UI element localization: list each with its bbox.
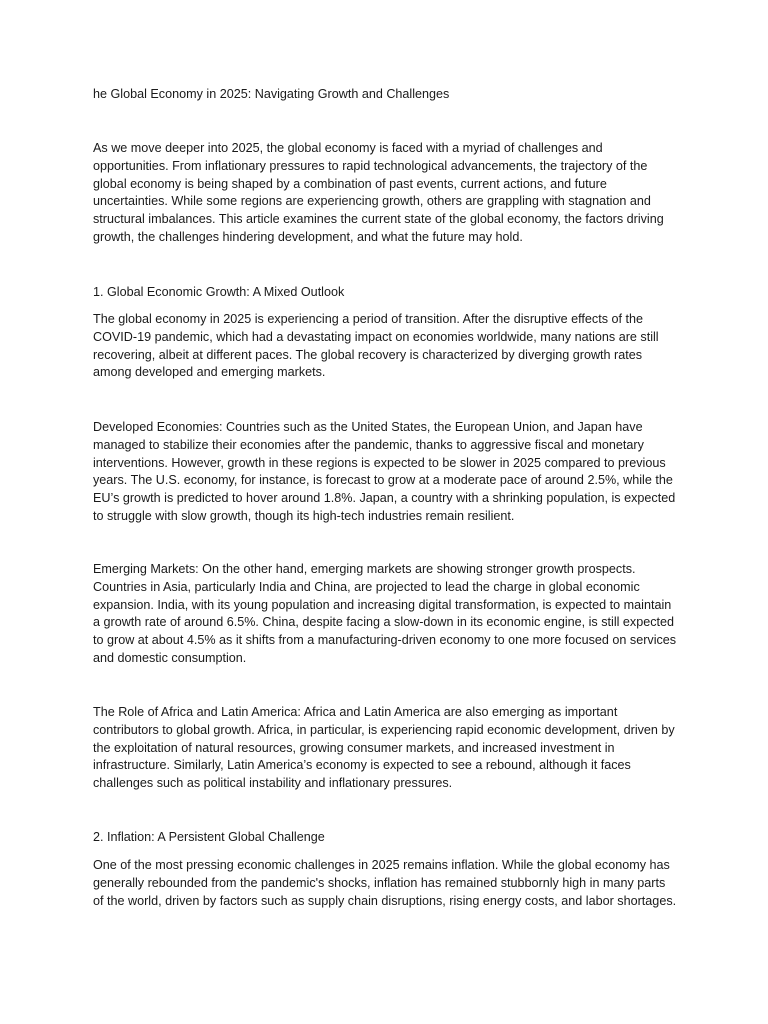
section-heading-inflation: 2. Inflation: A Persistent Global Challenge xyxy=(93,830,325,844)
intro-paragraph: As we move deeper into 2025, the global economy is faced with a myriad of challenges and opportunities. From inflationary pressures to rapid technological advancements, the trajectory of the global economy is being shaped by a combination of past events, current actions, and future uncertainties. While some regions are experiencing growth, others are grappling with stagnation and structural imbalances. This article examines the current state of the global economy, the factors driving growth, the challenges hindering development, and what the future may hold. xyxy=(93,141,664,244)
paragraph-africa-latin-america: The Role of Africa and Latin America: Africa and Latin America are also emerging as important contributors to global growth. Africa, in particular, is experiencing rapid economic development, driven by the exploitation of natural resources, growing consumer markets, and increased investment in infrastructure. Similarly, Latin America’s economy is expected to see a rebound, although it faces challenges such as political instability and inflationary pressures. xyxy=(93,705,675,791)
paragraph-growth-overview: The global economy in 2025 is experiencing a period of transition. After the disruptive effects of the COVID-19 pandemic, which had a devastating impact on economies worldwide, many nations are still recovering, albeit at different paces. The global recovery is characterized by diverging growth rates among developed and emerging markets. xyxy=(93,312,659,380)
document-title: he Global Economy in 2025: Navigating Growth and Challenges xyxy=(93,87,450,101)
section-heading-growth: 1. Global Economic Growth: A Mixed Outlook xyxy=(93,285,345,299)
paragraph-developed-economies: Developed Economies: Countries such as the United States, the European Union, and Japan have managed to stabilize their economies after the pandemic, thanks to aggressive fiscal and monetary interventions. However, growth in these regions is expected to be slower in 2025 compared to previous years. The U.S. economy, for instance, is forecast to grow at a moderate pace of around 2.5%, while the EU’s growth is predicted to hover around 1.8%. Japan, a country with a shrinking population, is expected to struggle with slow growth, though its high-tech industries remain resilient. xyxy=(93,420,676,523)
paragraph-inflation-overview: One of the most pressing economic challenges in 2025 remains inflation. While the global economy has generally rebounded from the pandemic's shocks, inflation has remained stubbornly high in many parts of the world, driven by factors such as supply chain disruptions, rising energy costs, and labor shortages. xyxy=(93,858,677,908)
paragraph-emerging-markets: Emerging Markets: On the other hand, emerging markets are showing stronger growth prospects. Countries in Asia, particularly India and China, are projected to lead the charge in global economic expansion. India, with its young population and increasing digital transformation, is expected to maintain a growth rate of around 6.5%. China, despite facing a slow-down in its economic engine, is still expected to grow at about 4.5% as it shifts from a manufacturing-driven economy to one more focused on services and domestic consumption. xyxy=(93,562,677,665)
